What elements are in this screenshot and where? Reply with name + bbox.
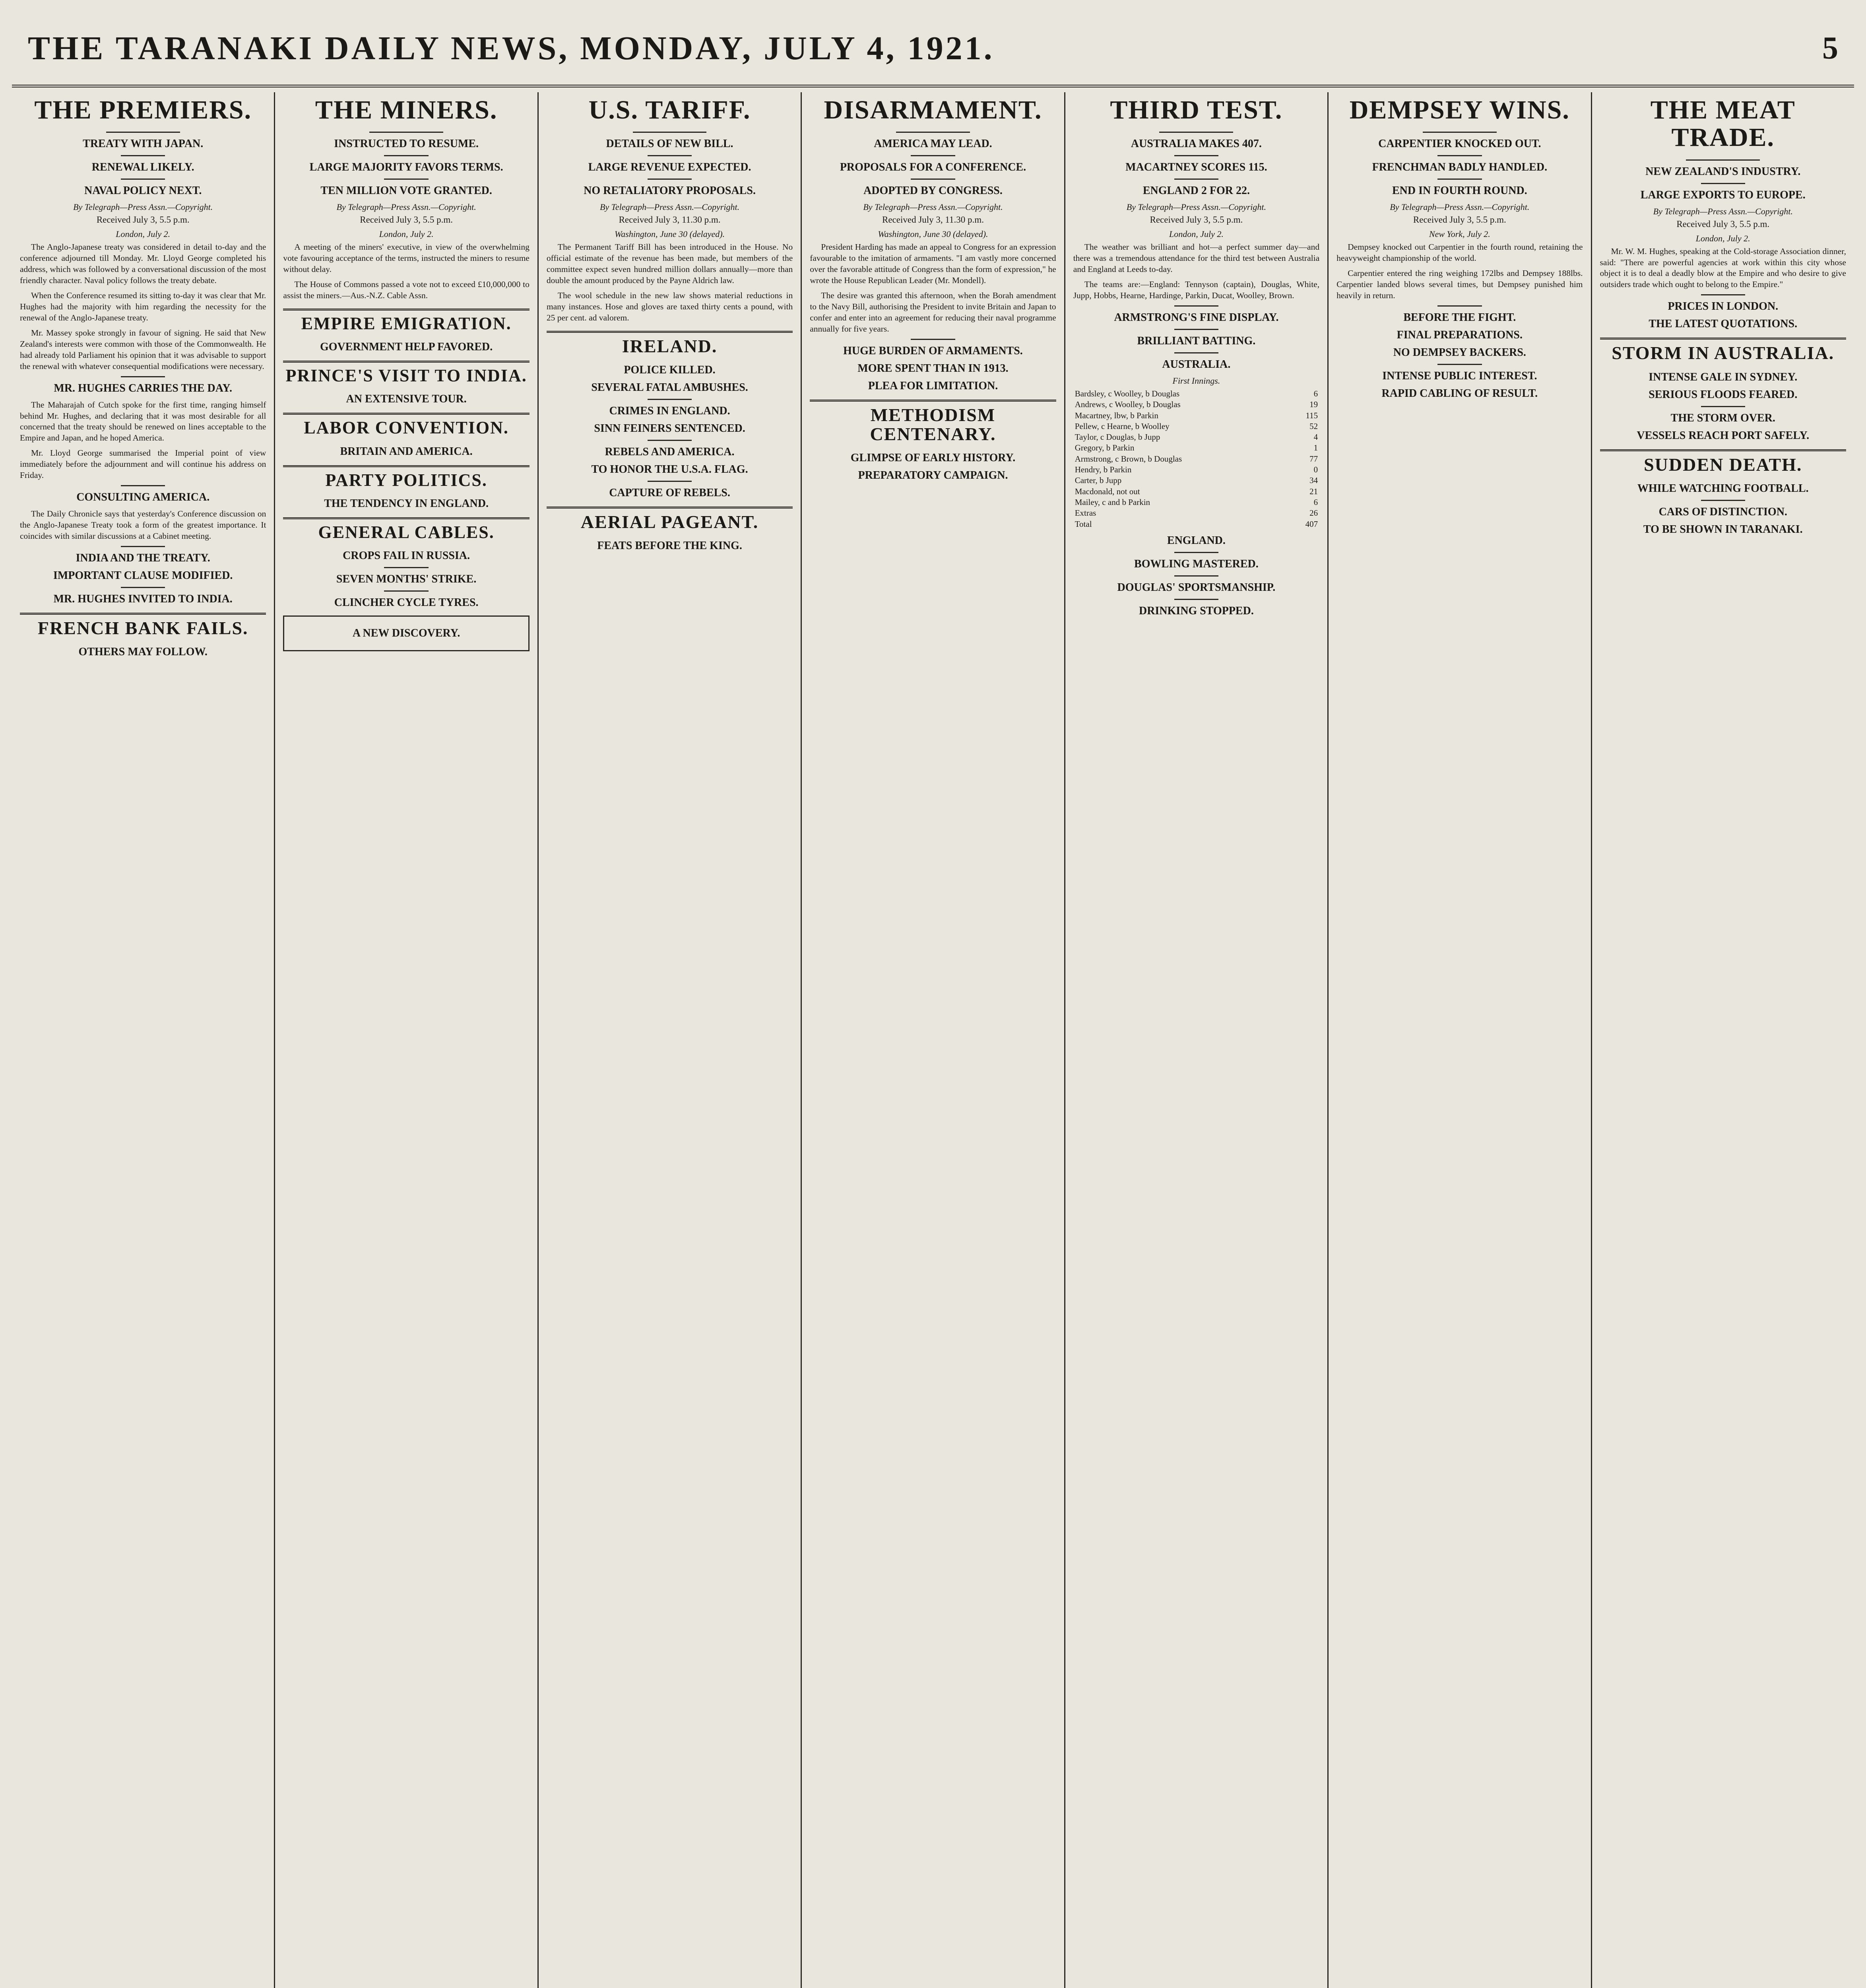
section-subhead: SEVERAL FATAL AMBUSHES. — [591, 381, 748, 394]
section-heading: INDIA AND THE TREATY. — [76, 551, 210, 564]
innings-row — [1073, 388, 1319, 399]
columns — [12, 92, 1854, 1988]
innings-row — [1073, 519, 1319, 530]
received-time: Received July 3, 5.5 p.m. — [360, 215, 453, 225]
column-us-tariff — [539, 92, 802, 1988]
section-heading: CAPTURE OF REBELS. — [609, 487, 730, 499]
section-subhead: FEATS BEFORE THE KING. — [597, 540, 742, 552]
subhead: NO RETALIATORY PROPOSALS. — [584, 184, 756, 197]
received-time: Received July 3, 5.5 p.m. — [96, 215, 190, 225]
runs: 26 — [1309, 508, 1318, 518]
section-heading: MR. HUGHES INVITED TO INDIA. — [53, 592, 233, 605]
dateline: London, July 2. — [116, 229, 171, 239]
credit: By Telegraph—Press Assn.—Copyright. — [336, 202, 476, 212]
runs: 115 — [1305, 410, 1318, 420]
section-headline: METHODISM CENTENARY. — [870, 404, 996, 445]
section-subhead: NO DEMPSEY BACKERS. — [1393, 346, 1526, 359]
section-headline: PRINCE'S VISIT TO INDIA. — [285, 366, 527, 386]
section-heading: BOWLING MASTERED. — [1134, 557, 1259, 570]
section-heading: DOUGLAS' SPORTSMANSHIP. — [1117, 581, 1276, 594]
section-headline: FRENCH BANK FAILS. — [37, 617, 248, 638]
masthead-title: THE TARANAKI DAILY NEWS, MONDAY, JULY 4, 1921. — [28, 30, 995, 67]
article-paragraph: The Anglo-Japanese treaty was considered in detail to-day and the conference adjourned till Monday. Mr. Lloyd George completed his address, which was followed by a conversational discussion of the most friendly character. Naval policy follows the treaty debate. — [20, 242, 266, 285]
runs: 6 — [1313, 388, 1318, 398]
section-headline: STORM IN AUSTRALIA. — [1612, 343, 1835, 363]
section-subhead: WHILE WATCHING FOOTBALL. — [1637, 482, 1809, 495]
innings-row — [1073, 410, 1319, 421]
runs: 19 — [1309, 400, 1318, 410]
batsman-name: Bardsley, c Woolley, b Douglas — [1075, 388, 1180, 398]
section-headline: IRELAND. — [622, 336, 718, 356]
batsman-name: Mailey, c and b Parkin — [1075, 497, 1150, 507]
section-subhead: PLEA FOR LIMITATION. — [868, 379, 998, 392]
section-heading: PRICES IN LONDON. — [1668, 300, 1779, 313]
article-paragraph: When the Conference resumed its sitting to-day it was clear that Mr. Hughes had the majority with him regarding the necessity for the renewal of the Anglo-Japanese treaty. — [20, 291, 266, 322]
credit: By Telegraph—Press Assn.—Copyright. — [73, 202, 213, 212]
subhead: LARGE REVENUE EXPECTED. — [588, 161, 751, 174]
column-miners — [275, 92, 538, 1988]
section-heading: INTENSE PUBLIC INTEREST. — [1382, 369, 1537, 382]
runs: 407 — [1305, 519, 1318, 529]
innings-row — [1073, 464, 1319, 475]
runs: 0 — [1313, 465, 1318, 475]
subhead: CARPENTIER KNOCKED OUT. — [1378, 138, 1541, 150]
innings-row — [1073, 421, 1319, 432]
credit: By Telegraph—Press Assn.—Copyright. — [863, 202, 1003, 212]
article-paragraph: Mr. Lloyd George summarised the Imperial point of view immediately before the adjournment and will continue his address on Friday. — [20, 448, 266, 480]
section-subhead: AN EXTENSIVE TOUR. — [346, 393, 467, 406]
section-subhead: First Innings. — [1172, 375, 1220, 386]
runs: 77 — [1309, 454, 1318, 464]
section-heading: ENGLAND. — [1167, 534, 1226, 547]
batsman-name: Extras — [1075, 508, 1096, 518]
runs: 34 — [1309, 476, 1318, 485]
dateline: London, July 2. — [1169, 229, 1224, 239]
received-time: Received July 3, 5.5 p.m. — [1413, 215, 1506, 225]
innings-row — [1073, 443, 1319, 453]
dateline: London, July 2. — [379, 229, 434, 239]
section-heading: DRINKING STOPPED. — [1139, 604, 1254, 617]
article-paragraph: The Maharajah of Cutch spoke for the first time, ranging himself behind Mr. Hughes, and declaring that it was most desirable for all concerned that the treaty should be renewed on lines acceptable to the Empire and Japan, and he hoped America. — [20, 400, 266, 443]
subhead: PROPOSALS FOR A CONFERENCE. — [840, 161, 1026, 174]
subhead: LARGE MAJORITY FAVORS TERMS. — [309, 161, 503, 174]
article-paragraph: The desire was granted this afternoon, when the Borah amendment to the Navy Bill, authorising the President to invite Britain and Japan to confer and enter into an agreement for reducing their naval programme annually for five years. — [810, 291, 1056, 334]
section-heading: THE STORM OVER. — [1670, 412, 1775, 424]
section-headline: SUDDEN DEATH. — [1644, 454, 1802, 475]
batsman-name: Armstrong, c Brown, b Douglas — [1075, 454, 1182, 464]
section-heading: ARMSTRONG'S FINE DISPLAY. — [1114, 311, 1279, 324]
runs: 1 — [1313, 443, 1318, 453]
headline: THE MINERS. — [315, 95, 498, 124]
article-paragraph: The Daily Chronicle says that yesterday's Conference discussion on the Anglo-Japanese Treaty took a form of the greatest importance. It coincides with similar discussions at a Cabinet meeting. — [20, 509, 266, 541]
received-time: Received July 3, 5.5 p.m. — [1676, 219, 1770, 229]
section-heading: CARS OF DISTINCTION. — [1658, 505, 1787, 518]
article-paragraph: The teams are:—England: Tennyson (captain), Douglas, White, Jupp, Hobbs, Hearne, Hardinge, Parkin, Ducat, Woolley, Brown. — [1073, 280, 1320, 301]
section-subhead: TO BE SHOWN IN TARANAKI. — [1643, 523, 1803, 536]
subhead: AUSTRALIA MAKES 407. — [1131, 138, 1262, 150]
section-heading: HUGE BURDEN OF ARMAMENTS. — [843, 344, 1023, 357]
section-heading: AUSTRALIA. — [1162, 358, 1231, 371]
section-subhead: PREPARATORY CAMPAIGN. — [858, 469, 1008, 482]
runs: 4 — [1313, 432, 1318, 442]
dateline: Washington, June 30 (delayed). — [878, 229, 988, 239]
innings-table — [1073, 388, 1319, 530]
innings-row — [1073, 454, 1319, 464]
section-subhead: FINAL PREPARATIONS. — [1397, 328, 1523, 341]
credit: By Telegraph—Press Assn.—Copyright. — [599, 202, 740, 212]
section-subhead: GOVERNMENT HELP FAVORED. — [320, 341, 493, 353]
innings-row — [1073, 475, 1319, 486]
dateline: London, July 2. — [1695, 233, 1750, 243]
section-headline: GENERAL CABLES. — [318, 522, 495, 542]
subhead: MACARTNEY SCORES 115. — [1125, 161, 1267, 174]
section-subhead: THE TENDENCY IN ENGLAND. — [324, 497, 489, 510]
subhead: TREATY WITH JAPAN. — [83, 138, 204, 150]
subhead: INSTRUCTED TO RESUME. — [334, 138, 479, 150]
section-subhead: POLICE KILLED. — [624, 364, 716, 377]
credit: By Telegraph—Press Assn.—Copyright. — [1126, 202, 1266, 212]
article-paragraph: The Permanent Tariff Bill has been introduced in the House. No official estimate of the revenue has been made, but members of the committee expect seven hundred million dollars annually—more than double the amount produced by the Payne Aldrich law. — [546, 242, 793, 285]
section-subhead: INTENSE GALE IN SYDNEY. — [1649, 371, 1798, 383]
subhead: RENEWAL LIKELY. — [91, 161, 194, 174]
section-headline: EMPIRE EMIGRATION. — [301, 313, 512, 333]
section-headline: PARTY POLITICS. — [325, 470, 487, 490]
received-time: Received July 3, 11.30 p.m. — [882, 215, 984, 225]
batsman-name: Total — [1075, 519, 1092, 529]
batsman-name: Andrews, c Woolley, b Douglas — [1075, 400, 1181, 410]
subhead: FRENCHMAN BADLY HANDLED. — [1372, 161, 1548, 174]
column-meat-trade — [1592, 92, 1854, 1988]
batsman-name: Taylor, c Douglas, b Jupp — [1075, 432, 1160, 442]
dateline: Washington, June 30 (delayed). — [614, 229, 725, 239]
section-heading: CONSULTING AMERICA. — [76, 491, 210, 504]
section-subhead: VESSELS REACH PORT SAFELY. — [1637, 429, 1810, 442]
ad-title: A NEW DISCOVERY. — [352, 627, 460, 639]
headline: DISARMAMENT. — [824, 95, 1042, 124]
innings-row — [1073, 432, 1319, 443]
section-subhead: THE LATEST QUOTATIONS. — [1649, 318, 1798, 330]
section-subhead: TO HONOR THE U.S.A. FLAG. — [591, 463, 748, 476]
batsman-name: Hendry, b Parkin — [1075, 465, 1132, 475]
section-headline: AERIAL PAGEANT. — [580, 512, 759, 532]
subhead: DETAILS OF NEW BILL. — [606, 138, 733, 150]
headline: THIRD TEST. — [1110, 95, 1283, 124]
column-disarmament — [802, 92, 1065, 1988]
innings-row — [1073, 508, 1319, 518]
section-subhead: SERIOUS FLOODS FEARED. — [1649, 388, 1798, 401]
subhead: TEN MILLION VOTE GRANTED. — [320, 184, 492, 197]
article-paragraph: Mr. Massey spoke strongly in favour of signing. He said that New Zealand's interests were common with those of the Commonwealth. He had already told Parliament his opinion that it was advisable to support the renewal with whatever consequential modifications were necessary. — [20, 328, 266, 371]
section-heading: BRILLIANT BATTING. — [1137, 334, 1256, 347]
column-third-test — [1065, 92, 1329, 1988]
article-paragraph: The weather was brilliant and hot—a perfect summer day—and there was a tremendous attendance for the third test between Australia and England at Leeds to-day. — [1073, 242, 1320, 274]
subhead: END IN FOURTH ROUND. — [1392, 184, 1527, 197]
subhead: AMERICA MAY LEAD. — [874, 138, 992, 150]
innings-row — [1073, 497, 1319, 508]
subhead: ENGLAND 2 FOR 22. — [1142, 184, 1250, 197]
batsman-name: Macartney, lbw, b Parkin — [1075, 410, 1158, 420]
subhead: NEW ZEALAND'S INDUSTRY. — [1645, 165, 1801, 178]
subhead: LARGE EXPORTS TO EUROPE. — [1640, 188, 1806, 201]
runs: 6 — [1313, 497, 1318, 507]
batsman-name: Gregory, b Parkin — [1075, 443, 1135, 453]
headline: DEMPSEY WINS. — [1349, 95, 1570, 124]
article-paragraph: Carpentier entered the ring weighing 172lbs and Dempsey 188lbs. Carpentier landed blows several times, but Dempsey punished him heavily in return. — [1336, 268, 1583, 301]
section-subhead: GLIMPSE OF EARLY HISTORY. — [850, 452, 1016, 464]
section-subhead: RAPID CABLING OF RESULT. — [1381, 387, 1538, 400]
received-time: Received July 3, 5.5 p.m. — [1150, 215, 1243, 225]
headline: U.S. TARIFF. — [588, 95, 751, 124]
masthead — [12, 12, 1854, 87]
section-subhead: OTHERS MAY FOLLOW. — [78, 646, 208, 658]
article-paragraph: The wool schedule in the new law shows material reductions in many instances. Hose and gloves are taxed thirty cents a pound, with 25 per cent. ad valorem. — [546, 291, 793, 322]
article-paragraph: Mr. W. M. Hughes, speaking at the Cold-storage Association dinner, said: "There are powerful agencies at work within this city whose object it is to deal a deadly blow at the Empire and who desire to give outsiders trade which ought to belong to the Empire." — [1600, 246, 1846, 289]
section-subhead: SINN FEINERS SENTENCED. — [594, 422, 745, 435]
section-subhead: IMPORTANT CLAUSE MODIFIED. — [53, 569, 233, 582]
batsman-name: Macdonald, not out — [1075, 486, 1140, 496]
column-premiers — [12, 92, 275, 1988]
innings-row — [1073, 399, 1319, 410]
article-paragraph: The House of Commons passed a vote not to exceed £10,000,000 to assist the miners.—Aus.-N.Z. Cable Assn. — [283, 280, 530, 301]
batsman-name: Pellew, c Hearne, b Woolley — [1075, 421, 1170, 431]
subhead: NAVAL POLICY NEXT. — [84, 184, 202, 197]
headline: THE MEAT TRADE. — [1650, 95, 1796, 152]
section-subhead: BRITAIN AND AMERICA. — [340, 445, 473, 458]
received-time: Received July 3, 11.30 p.m. — [619, 215, 721, 225]
section-headline: LABOR CONVENTION. — [304, 418, 509, 438]
advertisement — [283, 615, 529, 651]
section-heading: MR. HUGHES CARRIES THE DAY. — [54, 382, 233, 394]
subhead: ADOPTED BY CONGRESS. — [863, 184, 1003, 197]
dateline: New York, July 2. — [1429, 229, 1490, 239]
innings-row — [1073, 486, 1319, 497]
credit: By Telegraph—Press Assn.—Copyright. — [1390, 202, 1530, 212]
article-paragraph: President Harding has made an appeal to Congress for an expression favourable to the imitation of armaments. "I am vastly more concerned over the favorable attitude of Congress than the form of expression," he wrote the House Republican Leader (Mr. Mondell). — [810, 242, 1056, 285]
page-number: 5 — [1822, 31, 1838, 66]
section-subhead: MORE SPENT THAN IN 1913. — [857, 362, 1009, 375]
section-subhead: SEVEN MONTHS' STRIKE. — [336, 573, 477, 585]
section-heading: REBELS AND AMERICA. — [605, 446, 735, 458]
credit: By Telegraph—Press Assn.—Copyright. — [1653, 206, 1793, 216]
runs: 21 — [1309, 486, 1318, 496]
section-heading: BEFORE THE FIGHT. — [1403, 311, 1516, 324]
column-dempsey — [1329, 92, 1592, 1988]
article-paragraph: A meeting of the miners' executive, in view of the overwhelming vote favouring acceptance of the terms, instructed the miners to resume without delay. — [283, 242, 530, 274]
batsman-name: Carter, b Jupp — [1075, 476, 1122, 485]
runs: 52 — [1309, 421, 1318, 431]
headline: THE PREMIERS. — [34, 95, 252, 124]
section-subhead: CROPS FAIL IN RUSSIA. — [343, 549, 470, 562]
section-heading: CRIMES IN ENGLAND. — [609, 405, 730, 417]
section-subhead: CLINCHER CYCLE TYRES. — [334, 596, 479, 609]
article-paragraph: Dempsey knocked out Carpentier in the fourth round, retaining the heavyweight championship of the world. — [1336, 242, 1583, 263]
